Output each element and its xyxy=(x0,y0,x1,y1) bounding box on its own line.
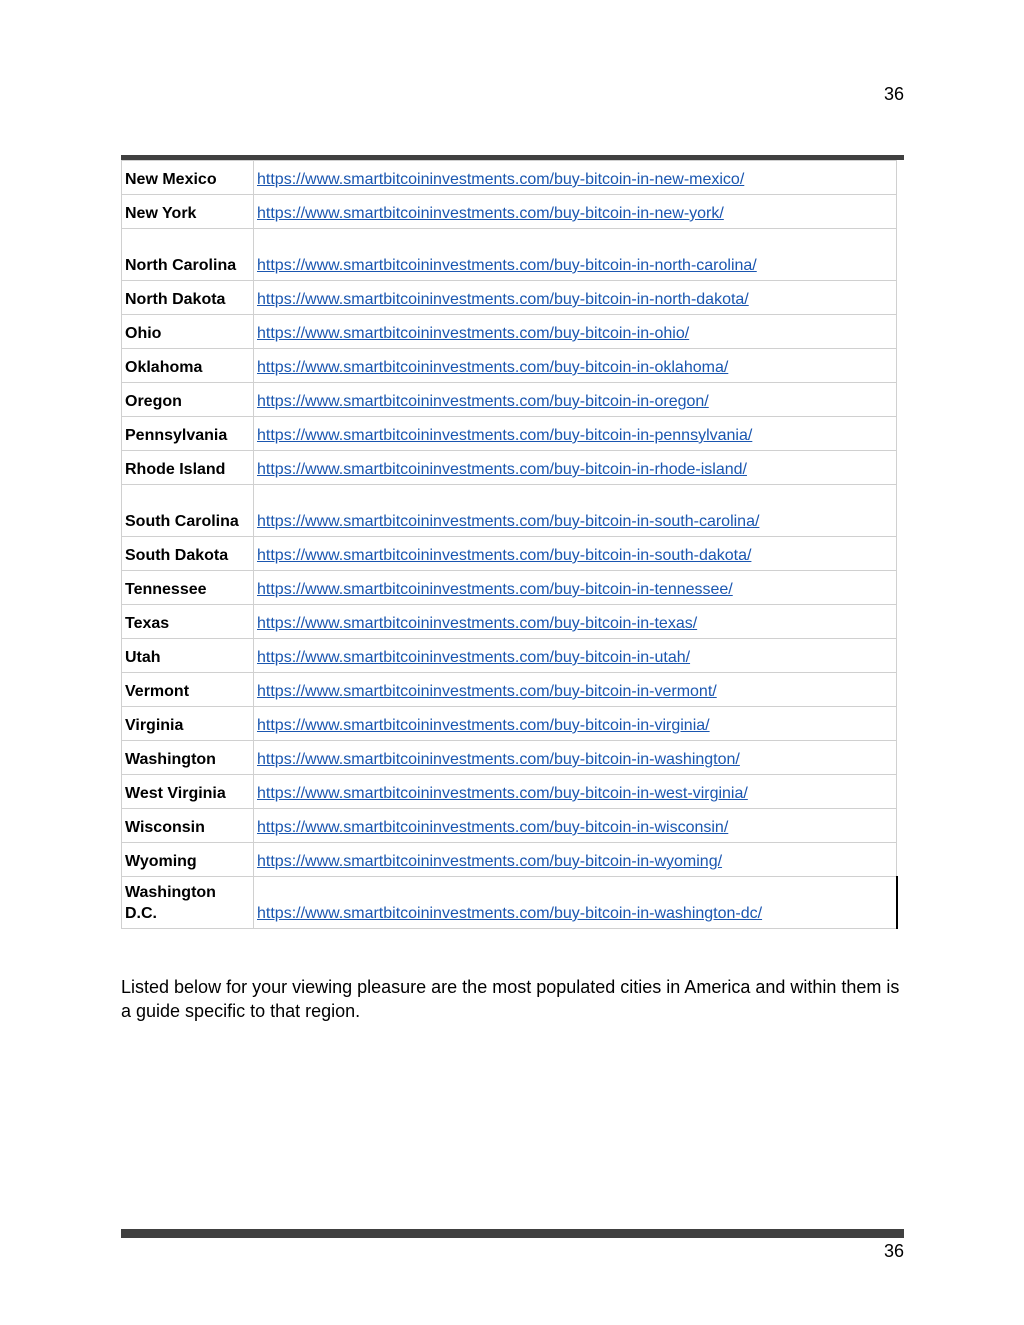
state-link[interactable]: https://www.smartbitcoininvestments.com/buy-bitcoin-in-north-carolina/ xyxy=(257,257,757,274)
state-name: Virginia xyxy=(122,707,254,741)
bottom-rule xyxy=(121,1229,904,1238)
state-link[interactable]: https://www.smartbitcoininvestments.com/buy-bitcoin-in-utah/ xyxy=(257,649,691,666)
state-link[interactable]: https://www.smartbitcoininvestments.com/buy-bitcoin-in-texas/ xyxy=(257,615,698,632)
table-row xyxy=(122,605,897,639)
state-name: Washington D.C. xyxy=(122,877,254,929)
table-row xyxy=(122,315,897,349)
body-paragraph: Listed below for your viewing pleasure are the most populated cities in America and within them is a guide specific to that region. xyxy=(121,977,900,1021)
state-link[interactable]: https://www.smartbitcoininvestments.com/buy-bitcoin-in-ohio/ xyxy=(257,325,690,342)
state-links-table xyxy=(121,160,898,929)
table-row xyxy=(122,417,897,451)
table-row xyxy=(122,281,897,315)
state-name: Oklahoma xyxy=(122,349,254,383)
table-row xyxy=(122,537,897,571)
table-row xyxy=(122,775,897,809)
state-name: New Mexico xyxy=(122,161,254,195)
state-name: New York xyxy=(122,195,254,229)
table-row xyxy=(122,843,897,877)
table-row xyxy=(122,673,897,707)
page-number-bottom: 36 xyxy=(883,1241,904,1261)
state-name: Texas xyxy=(122,605,254,639)
state-name: Wisconsin xyxy=(122,809,254,843)
table-row xyxy=(122,451,897,485)
table-row xyxy=(122,383,897,417)
table-row xyxy=(122,485,897,537)
state-name: North Dakota xyxy=(122,281,254,315)
state-name: Vermont xyxy=(122,673,254,707)
state-name: Ohio xyxy=(122,315,254,349)
table-row xyxy=(122,195,897,229)
table-row xyxy=(122,229,897,281)
table-row xyxy=(122,349,897,383)
state-link[interactable]: https://www.smartbitcoininvestments.com/buy-bitcoin-in-new-york/ xyxy=(257,205,724,222)
state-name: Wyoming xyxy=(122,843,254,877)
state-link[interactable]: https://www.smartbitcoininvestments.com/buy-bitcoin-in-vermont/ xyxy=(257,683,717,700)
state-name: Tennessee xyxy=(122,571,254,605)
table-row xyxy=(122,809,897,843)
state-name: Utah xyxy=(122,639,254,673)
state-name: North Carolina xyxy=(122,229,254,281)
state-name: South Dakota xyxy=(122,537,254,571)
state-link[interactable]: https://www.smartbitcoininvestments.com/buy-bitcoin-in-south-dakota/ xyxy=(257,547,752,564)
state-link[interactable]: https://www.smartbitcoininvestments.com/buy-bitcoin-in-washington-dc/ xyxy=(257,905,763,922)
state-name: Rhode Island xyxy=(122,451,254,485)
table-row xyxy=(122,571,897,605)
state-link[interactable]: https://www.smartbitcoininvestments.com/buy-bitcoin-in-new-mexico/ xyxy=(257,171,745,188)
state-name: Washington xyxy=(122,741,254,775)
state-name: South Carolina xyxy=(122,485,254,537)
state-name: Oregon xyxy=(122,383,254,417)
state-name: Pennsylvania xyxy=(122,417,254,451)
table-row xyxy=(122,741,897,775)
state-link[interactable]: https://www.smartbitcoininvestments.com/buy-bitcoin-in-oregon/ xyxy=(257,393,709,410)
table-row xyxy=(122,161,897,195)
state-link[interactable]: https://www.smartbitcoininvestments.com/buy-bitcoin-in-wyoming/ xyxy=(257,853,723,870)
state-link[interactable]: https://www.smartbitcoininvestments.com/buy-bitcoin-in-washington/ xyxy=(257,751,740,768)
state-link[interactable]: https://www.smartbitcoininvestments.com/buy-bitcoin-in-virginia/ xyxy=(257,717,710,734)
state-link[interactable]: https://www.smartbitcoininvestments.com/buy-bitcoin-in-tennessee/ xyxy=(257,581,733,598)
page-number-top: 36 xyxy=(883,84,904,104)
state-link[interactable]: https://www.smartbitcoininvestments.com/buy-bitcoin-in-wisconsin/ xyxy=(257,819,729,836)
state-link[interactable]: https://www.smartbitcoininvestments.com/buy-bitcoin-in-oklahoma/ xyxy=(257,359,729,376)
table-row xyxy=(122,707,897,741)
state-name: West Virginia xyxy=(122,775,254,809)
state-link[interactable]: https://www.smartbitcoininvestments.com/buy-bitcoin-in-south-carolina/ xyxy=(257,513,760,530)
state-link[interactable]: https://www.smartbitcoininvestments.com/buy-bitcoin-in-rhode-island/ xyxy=(257,461,747,478)
table-row xyxy=(122,877,897,929)
table-row xyxy=(122,639,897,673)
state-link[interactable]: https://www.smartbitcoininvestments.com/buy-bitcoin-in-north-dakota/ xyxy=(257,291,749,308)
state-link[interactable]: https://www.smartbitcoininvestments.com/buy-bitcoin-in-west-virginia/ xyxy=(257,785,748,802)
state-link[interactable]: https://www.smartbitcoininvestments.com/buy-bitcoin-in-pennsylvania/ xyxy=(257,427,753,444)
